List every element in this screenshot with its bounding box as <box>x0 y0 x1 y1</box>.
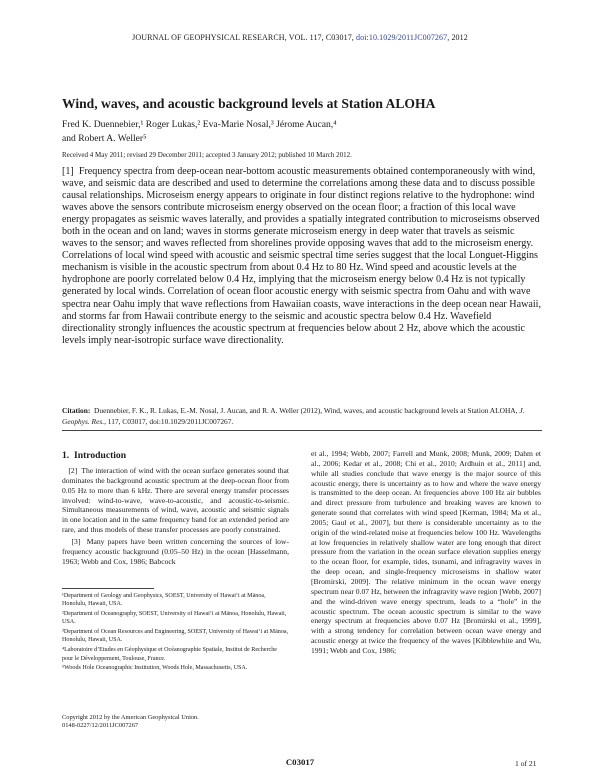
author-list <box>62 118 392 146</box>
received-dates: Received 4 May 2011; revised 29 December 2011; accepted 3 January 2012; published 10 March 2012. <box>62 151 352 159</box>
footnote-divider <box>62 588 154 589</box>
abstract <box>62 166 542 347</box>
paper-title: Wind, waves, and acoustic background levels at Station ALOHA <box>62 96 436 111</box>
section-number: 1. <box>62 450 70 461</box>
affiliation-footnotes <box>62 592 289 674</box>
footnote: ²Department of Oceanography, SOEST, University of Hawaiʻi at Mānoa, Honolulu, Hawaii, USA. <box>62 611 287 626</box>
copyright-notice <box>62 714 289 730</box>
section-title: Introduction <box>74 450 127 461</box>
right-column-text: et al., 1994; Webb, 2007; Farrell and Munk, 2008; Munk, 2009; Dahm et al., 2006; Kedar et al., 2008; Chi et al., 2010; Ardhuin et al., 2011] and, while all studies conclude that wave energy is the major source of this acoustic energy, there is uncertainty as to how and where the wave energy is transmitted to the deep ocean. At frequencies above 100 Hz air bubbles and direct pressure from turbulence and breaking waves are known to generate sound that correlates with wind speed [Kerman, 1984; Ma et al., 2005; Gaul et al., 2007], but there is considerable uncertainty as to the origin of the wind-related noise at frequencies below 100 Hz. Wavelengths at low frequencies in relatively shallow water are long enough that direct pressure from the variation in the ocean surface elevation supplies energy to the ocean floor, for example, tides, tsunami, and infragravity waves in the deep ocean, and single-frequency microseisms in shallow water [Bromirski, 2009]. The relative minimum in the ocean wave energy spectrum near 0.07 Hz, between the infragravity wave region [Webb, 2007] and the wind-driven wave energy spectrum, leads to a “hole” in the acoustic spectrum. The ocean acoustic spectrum is similar to the wave energy spectrum at frequencies above 0.07 Hz [Bromirski et al., 1999], with a strong tendency for correlation between ocean wave energy and acoustic energy at twice the frequency of the waves [Kibblewhite and Wu, 1991; Webb and Cox, 1986; <box>311 449 541 655</box>
abstract-paragraph-marker: [1] <box>62 166 74 177</box>
journal-header <box>0 33 600 42</box>
citation-label: Citation: <box>62 406 91 415</box>
footnote: ¹Department of Geology and Geophysics, SOEST, University of Hawaiʻi at Mānoa, Honolulu, Hawaii, USA. <box>62 593 266 608</box>
section-divider <box>62 430 542 431</box>
citation <box>62 406 542 428</box>
doi-link[interactable]: doi:10.1029/2011JC007267 <box>356 33 448 42</box>
author-line-2: and Robert A. Weller⁵ <box>62 133 147 144</box>
footnote: ⁴Laboratoire d’Etudes en Géophysique et Océanographie Spatiale, Institut de Recherche pour le Développement, Toulouse, France. <box>62 647 277 662</box>
citation-doi: , 117, C03017, doi:10.1029/2011JC007267. <box>104 416 234 426</box>
footnote: ⁵Woods Hole Oceanographic Institution, Woods Hole, Massachusetts, USA. <box>62 665 248 672</box>
page-count: 1 of 21 <box>515 759 537 768</box>
issn-line: 0148-0227/12/2011JC007267 <box>62 722 139 730</box>
journal-citation-prefix: JOURNAL OF GEOPHYSICAL RESEARCH, VOL. 117, C03017, <box>132 33 354 42</box>
paragraph-text: The interaction of wind with the ocean surface generates sound that dominates the background acoustic spectrum at the deep-ocean floor from 0.05 Hz to more than 6 kHz. There are several energy transfer processes involved: wind-to-wave, wave-to-acoustic, and acoustic-to-seismic. Simultaneous measurements of wind, wave, acoustic and seismic signals in one location and in the same frequency band for an extended period are rare, and thus models of these transfer processes are poorly constrained. <box>62 466 289 535</box>
citation-text: Duennebier, F. K., R. Lukas, E.-M. Nosal, J. Aucan, and R. A. Weller (2012), Wind, waves, and acoustic background levels at Station ALOHA, <box>94 406 518 415</box>
article-id: C03017 <box>285 757 315 767</box>
copyright-line: Copyright 2012 by the American Geophysical Union. <box>62 714 199 721</box>
section-heading <box>62 450 126 461</box>
abstract-text: Frequency spectra from deep-ocean near-bottom acoustic measurements obtained contemporaneously with wind, wave, and seismic data are described and used to determine the correlations among these data and to discuss possible causal relationships. Microseism energy appears to originate in four distinct regions relative to the hydrophone: wind waves above the sensors contribute microseism energy observed on the ocean floor; a fraction of this local wave energy propagates as seismic waves laterally, and provides a spatially integrated contribution to microseisms observed both in the ocean and on land; waves in storms generate microseism energy in deep water that travels as seismic waves to the sensor; and waves reflected from shorelines provide opposing waves that add to the microseism energy. Correlations of local wind speed with acoustic and seismic spectral time series suggest that the local Longuet-Higgins mechanism is visible in the acoustic spectrum from about 0.4 Hz to 80 Hz. Wind speed and acoustic levels at the hydrophone are poorly correlated below 0.4 Hz, implying that the microseism energy below 0.4 Hz is not typically generated by local winds. Correlation of ocean floor acoustic energy with seismic spectra from Oahu and with wave spectra near Oahu imply that wave reflections from Hawaiian coasts, wave interactions in the deep ocean near Hawaii, and storms far from Hawaii contribute energy to the seismic and acoustic spectra below 0.4 Hz. Wavefield directionality strongly influences the acoustic spectrum at frequencies below about 2 Hz, above which the acoustic levels imply near-isotropic surface wave directionality. <box>62 166 541 346</box>
footnote: ³Department of Ocean Resources and Engineering, SOEST, University of Hawaiʻi at Mānoa, Honolulu, Hawaii, USA. <box>62 629 289 644</box>
intro-paragraph-3 <box>62 537 289 567</box>
author-line-1: Fred K. Duennebier,¹ Roger Lukas,² Eva-Marie Nosal,³ Jérome Aucan,⁴ <box>62 119 337 130</box>
paragraph-marker: [3] <box>71 537 81 546</box>
citation-journal: J. Geophys. Res. <box>62 406 525 426</box>
paragraph-text: Many papers have been written concerning the sources of low-frequency acoustic background (0.05–50 Hz) in the ocean [Hasselmann, 1963; Webb and Cox, 1986; Babcock <box>62 537 289 566</box>
intro-paragraph-2 <box>62 466 289 535</box>
paragraph-marker: [2] <box>68 466 78 475</box>
journal-year: , 2012 <box>447 33 468 42</box>
